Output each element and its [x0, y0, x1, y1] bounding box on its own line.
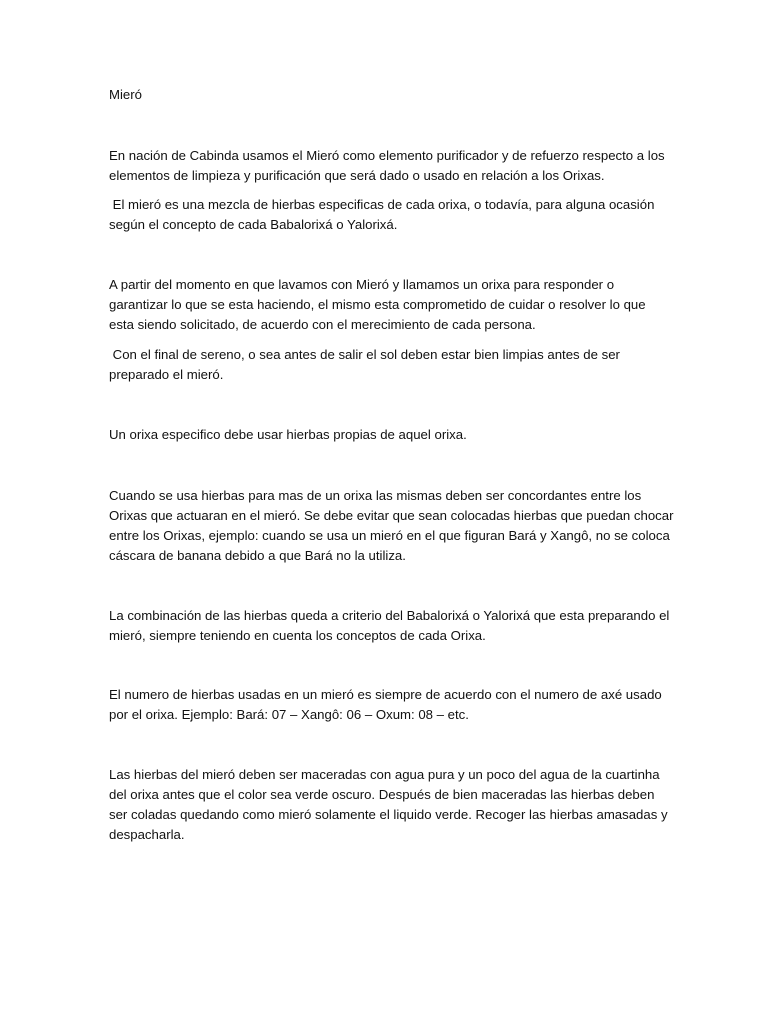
paragraph-line: En nación de Cabinda usamos el Mieró como elemento purificador y de refuerzo respecto a los — [109, 148, 665, 163]
paragraph-line: A partir del momento en que lavamos con Mieró y llamamos un orixa para responder o — [109, 277, 615, 292]
paragraph-2 — [109, 195, 669, 235]
paragraph-line: El mieró es una mezcla de hierbas especificas de cada orixa, o todavía, para alguna ocasión — [109, 197, 655, 212]
document-title — [109, 85, 669, 105]
paragraph-line: garantizar lo que se esta haciendo, el mismo esta comprometido de cuidar o resolver lo que — [109, 297, 646, 312]
paragraph-line: cáscara de banana debido a que Bará no la utiliza. — [109, 548, 406, 563]
paragraph-line: del orixa antes que el color sea verde oscuro. Después de bien maceradas las hierbas deben — [109, 787, 655, 802]
paragraph-1 — [109, 146, 669, 186]
paragraph-4 — [109, 345, 669, 385]
title-text: Mieró — [109, 87, 142, 102]
paragraph-6 — [109, 486, 674, 566]
paragraph-line: Orixas que actuaran en el mieró. Se debe evitar que sean colocadas hierbas que puedan chocar — [109, 508, 674, 523]
paragraph-line: La combinación de las hierbas queda a criterio del Babalorixá o Yalorixá que esta preparando el — [109, 608, 670, 623]
paragraph-9 — [109, 765, 669, 845]
paragraph-line: Las hierbas del mieró deben ser maceradas con agua pura y un poco del agua de la cuartinha — [109, 767, 660, 782]
paragraph-line: esta siendo solicitado, de acuerdo con el merecimiento de cada persona. — [109, 317, 536, 332]
paragraph-line: Cuando se usa hierbas para mas de un orixa las mismas deben ser concordantes entre los — [109, 488, 642, 503]
paragraph-5 — [109, 425, 669, 445]
paragraph-line: Un orixa especifico debe usar hierbas propias de aquel orixa. — [109, 427, 467, 442]
paragraph-line: Con el final de sereno, o sea antes de salir el sol deben estar bien limpias antes de ser — [109, 347, 620, 362]
paragraph-line: elementos de limpieza y purificación que será dado o usado en relación a los Orixas. — [109, 168, 605, 183]
paragraph-line: El numero de hierbas usadas en un mieró es siempre de acuerdo con el numero de axé usado — [109, 687, 662, 702]
paragraph-3 — [109, 275, 669, 335]
paragraph-line: ser coladas quedando como mieró solamente el liquido verde. Recoger las hierbas amasadas y — [109, 807, 668, 822]
paragraph-line: preparado el mieró. — [109, 367, 224, 382]
paragraph-8 — [109, 685, 669, 725]
paragraph-7 — [109, 606, 669, 646]
paragraph-line: según el concepto de cada Babalorixá o Yalorixá. — [109, 217, 398, 232]
paragraph-line: despacharla. — [109, 827, 185, 842]
paragraph-line: por el orixa. Ejemplo: Bará: 07 – Xangô: 06 – Oxum: 08 – etc. — [109, 707, 469, 722]
paragraph-line: entre los Orixas, ejemplo: cuando se usa un mieró en el que figuran Bará y Xangô, no se coloca — [109, 528, 670, 543]
paragraph-line: mieró, siempre teniendo en cuenta los conceptos de cada Orixa. — [109, 628, 486, 643]
